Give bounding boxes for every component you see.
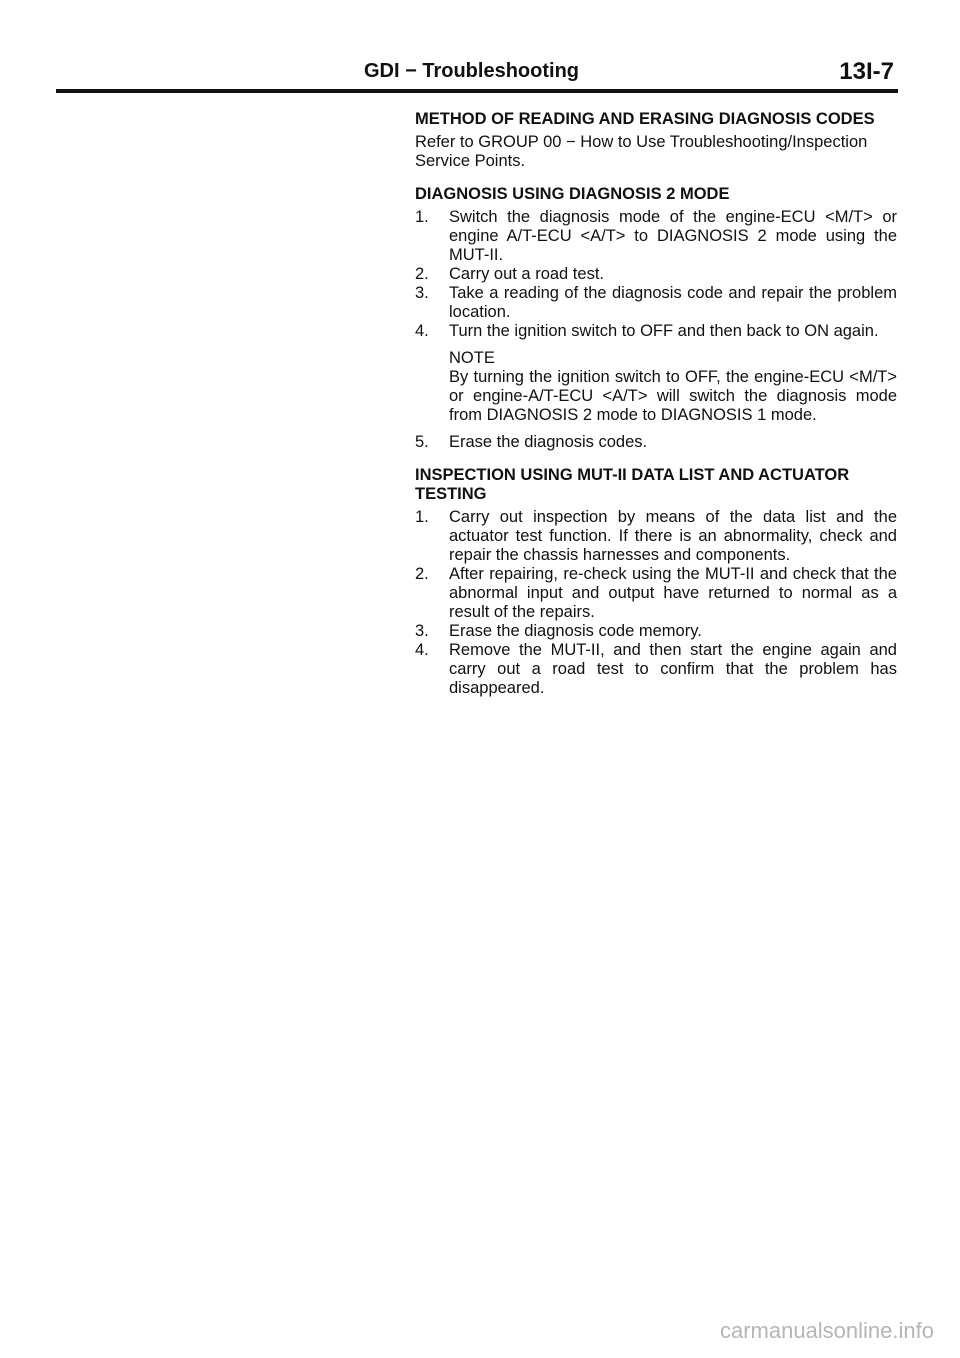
section-title: METHOD OF READING AND ERASING DIAGNOSIS CODES — [415, 110, 875, 128]
note-label: NOTE — [449, 349, 495, 367]
step-list — [415, 433, 897, 452]
list-item — [415, 565, 897, 622]
step-text: Remove the MUT-II, and then start the engine again and carry out a road test to confirm that the problem has disappeared. — [449, 641, 897, 697]
page-title: GDI − Troubleshooting — [364, 60, 579, 82]
list-item — [415, 433, 897, 452]
page-header — [56, 58, 898, 92]
step-text: Erase the diagnosis code memory. — [449, 622, 702, 640]
section-diagnosis-2-mode — [415, 185, 897, 452]
list-item — [415, 284, 897, 322]
step-list — [415, 508, 897, 698]
step-number: 5. — [415, 433, 429, 451]
step-number: 1. — [415, 208, 429, 226]
step-text: Turn the ignition switch to OFF and then back to ON again. — [449, 322, 879, 340]
note-text: By turning the ignition switch to OFF, the engine-ECU <M/T> or engine-A/T-ECU <A/T> will switch the diagnosis mode from DIAGNOSIS 2 mode to DIAGNOSIS 1 mode. — [449, 368, 897, 424]
note-block — [449, 349, 897, 425]
step-number: 4. — [415, 641, 429, 659]
step-text: Erase the diagnosis codes. — [449, 433, 648, 451]
step-number: 2. — [415, 265, 429, 283]
header-rule — [56, 89, 898, 93]
section-paragraph: Refer to GROUP 00 − How to Use Troubleshooting/Inspection Service Points. — [415, 133, 868, 170]
list-item — [415, 508, 897, 565]
list-item — [415, 322, 897, 341]
section-reading-erasing — [415, 110, 897, 171]
step-number: 4. — [415, 322, 429, 340]
step-text: Carry out inspection by means of the data list and the actuator test function. If there is an abnormality, check and repair the chassis harnesses and components. — [449, 508, 897, 564]
page-number: 13I-7 — [839, 58, 894, 85]
step-list — [415, 208, 897, 341]
main-content — [415, 110, 897, 712]
section-inspection-data-list — [415, 466, 897, 698]
step-number: 3. — [415, 284, 429, 302]
section-title: DIAGNOSIS USING DIAGNOSIS 2 MODE — [415, 185, 730, 203]
list-item — [415, 622, 897, 641]
step-number: 2. — [415, 565, 429, 583]
step-text: Switch the diagnosis mode of the engine-ECU <M/T> or engine A/T-ECU <A/T> to DIAGNOSIS 2 mode using the MUT-II. — [449, 208, 897, 264]
step-number: 1. — [415, 508, 429, 526]
step-text: After repairing, re-check using the MUT-II and check that the abnormal input and output have returned to normal as a result of the repairs. — [449, 565, 897, 621]
step-number: 3. — [415, 622, 429, 640]
list-item — [415, 265, 897, 284]
section-title: INSPECTION USING MUT-II DATA LIST AND ACTUATOR TESTING — [415, 466, 850, 503]
list-item — [415, 208, 897, 265]
list-item — [415, 641, 897, 698]
watermark-text: carmanualsonline.info — [719, 1318, 934, 1343]
step-text: Carry out a road test. — [449, 265, 604, 283]
step-text: Take a reading of the diagnosis code and repair the problem location. — [449, 284, 897, 321]
